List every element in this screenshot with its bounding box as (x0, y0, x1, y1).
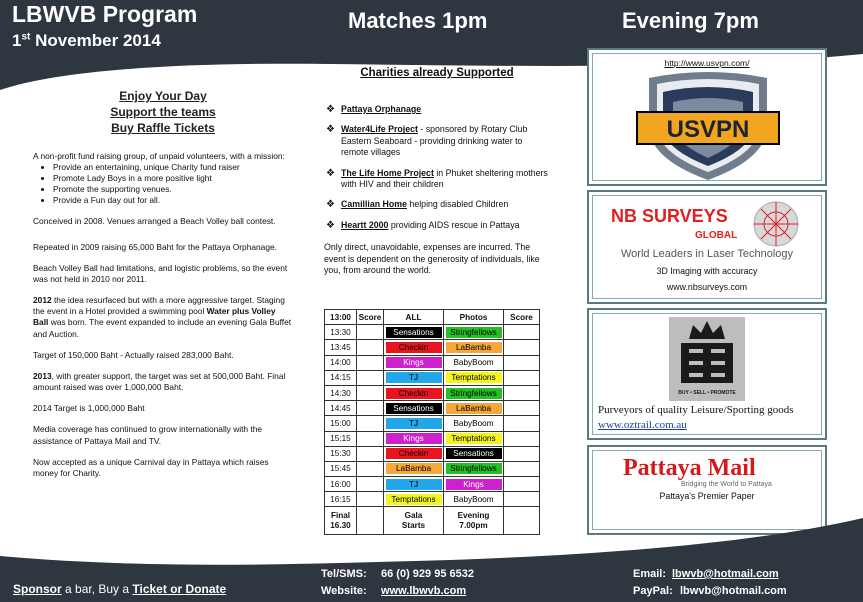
team-all-label: Kings (386, 433, 442, 444)
team-all-label: Checkin (386, 388, 442, 399)
team-all-label: TJ (386, 372, 442, 383)
team-all (384, 401, 444, 416)
team-photos (444, 355, 504, 370)
target-2014: 2014 Target is 1,000,000 Baht (33, 403, 145, 414)
usvpn-link[interactable]: http://www.usvpn.com/ (664, 58, 750, 68)
sponsor-usvpn[interactable] (587, 48, 827, 186)
tagline-3: Buy Raffle Tickets (111, 121, 215, 136)
team-photos (444, 431, 504, 446)
table-row (325, 325, 540, 340)
team-photos (444, 461, 504, 476)
charities-heading: Charities already Supported (360, 67, 514, 79)
team-all-label: TJ (386, 479, 442, 490)
score-cell (504, 355, 540, 370)
pattaya-mail-logo-text: Pattaya Mail (623, 455, 756, 481)
score-cell (504, 340, 540, 355)
score-cell (504, 401, 540, 416)
score-cell (357, 477, 384, 492)
table-row (325, 461, 540, 476)
team-photos (444, 325, 504, 340)
table-row (325, 446, 540, 461)
final-time: Final 16.30 (325, 507, 357, 535)
team-photos-label: Stringfellows (446, 388, 502, 399)
history-2012: 2012 the idea resurfaced but with a more aggressive target. Staging the event in a Hotel provided a swimming pool Water plus Volley Ball was born. The event expanded to include an evening Gala Buffet and Auction. (33, 295, 292, 339)
team-all-label: Sensations (386, 327, 442, 338)
team-all (384, 370, 444, 385)
col-header-photos: Photos (444, 310, 504, 325)
oztrail-link[interactable]: www.oztrail.com.au (598, 419, 687, 431)
usvpn-logo-text: USVPN (666, 116, 750, 143)
paypal-value: lbwvb@hotmail.com (680, 585, 787, 597)
pattaya-mail-logo (623, 453, 803, 489)
diamond-bullet-icon: ❖ (326, 199, 335, 211)
team-photos-label: BabyBoom (446, 494, 502, 505)
score-cell (504, 492, 540, 507)
match-time: 13:30 (325, 325, 357, 340)
team-all (384, 492, 444, 507)
score-cell (504, 325, 540, 340)
table-row (325, 401, 540, 416)
match-schedule-table (324, 309, 540, 535)
footer-call-to-action[interactable]: Sponsor a bar, Buy a Ticket or Donate (13, 582, 227, 596)
charities-column (324, 66, 550, 277)
footer-banner (0, 518, 863, 602)
score-cell (357, 340, 384, 355)
charity-item: ❖ Pattaya Orphanage (326, 103, 422, 115)
score-cell (357, 401, 384, 416)
email-link[interactable]: lbwvb@hotmail.com (672, 568, 779, 580)
team-photos-label: Stringfellows (446, 463, 502, 474)
team-photos-label: Kings (446, 479, 502, 490)
mission-intro: A non-profit fund raising group, of unpaid volunteers, with a mission: (33, 150, 285, 161)
team-photos (444, 385, 504, 400)
team-photos (444, 416, 504, 431)
team-photos (444, 370, 504, 385)
nb-link[interactable]: www.nbsurveys.com (666, 282, 748, 292)
charity-item: ❖ Camillian Home helping disabled Children (326, 199, 509, 211)
about-column (33, 88, 293, 479)
team-all (384, 446, 444, 461)
team-photos-label: LaBamba (446, 403, 502, 414)
charity-item: ❖ The Life Home Project in Phuket sheltering mothers with HIV and their children (326, 167, 548, 190)
team-photos-label: Sensations (446, 448, 502, 459)
email-label: Email: (633, 568, 667, 580)
nb-logo-text: NB SURVEYS (611, 206, 728, 226)
col-header-time: 13:00 (325, 310, 357, 325)
mission-list (53, 162, 293, 207)
team-all (384, 355, 444, 370)
pattaya-mail-logo-sub: Bridging the World to Pattaya (681, 481, 772, 488)
team-photos-label: BabyBoom (446, 418, 502, 429)
match-time: 13:45 (325, 340, 357, 355)
team-photos (444, 446, 504, 461)
score-cell (357, 446, 384, 461)
match-time: 14:30 (325, 385, 357, 400)
team-all-label: Sensations (386, 403, 442, 414)
matches-time: Matches 1pm (348, 8, 488, 33)
final-gala: Gala Starts (384, 507, 444, 535)
sponsor-oztrail[interactable] (587, 308, 827, 440)
mission-item: • Provide an entertaining, unique Charity fund raiser (53, 162, 293, 173)
table-row (325, 340, 540, 355)
score-cell (504, 446, 540, 461)
match-time: 14:00 (325, 355, 357, 370)
team-all (384, 416, 444, 431)
score-cell (504, 370, 540, 385)
charity-item: ❖ Heartt 2000 providing AIDS rescue in Pattaya (326, 219, 520, 231)
table-row (325, 416, 540, 431)
score-cell (357, 385, 384, 400)
table-row (325, 431, 540, 446)
score-cell (504, 477, 540, 492)
team-all (384, 325, 444, 340)
score-cell (357, 325, 384, 340)
score-cell (504, 431, 540, 446)
score-cell (357, 416, 384, 431)
team-photos (444, 340, 504, 355)
evening-time: Evening 7pm (622, 8, 759, 33)
tel-value: 66 (0) 929 95 6532 (381, 568, 474, 580)
mission-item: • Promote Lady Boys in a more positive light (53, 173, 293, 184)
score-cell (504, 461, 540, 476)
team-all (384, 385, 444, 400)
match-time: 14:45 (325, 401, 357, 416)
table-row (325, 477, 540, 492)
team-photos-label: Temptations (446, 433, 502, 444)
score-cell (357, 355, 384, 370)
program-date: 1st November 2014 (12, 31, 161, 50)
team-all-label: TJ (386, 418, 442, 429)
team-all-label: Checkin (386, 448, 442, 459)
final-evening: Evening 7.00pm (444, 507, 504, 535)
pattaya-mail-tagline: Pattaya's Premier Paper (659, 491, 755, 501)
team-photos-label: BabyBoom (446, 357, 502, 368)
team-photos-label: Temptations (446, 372, 502, 383)
nb-logo-sub: GLOBAL (695, 230, 738, 241)
team-all-label: Checkin (386, 342, 442, 353)
history-2010: Beach Volley Ball had limitations, and logistic problems, so the event was not held in 2010 nor 2011. (33, 262, 288, 284)
ee-badge-text: BUY • SELL • PROMOTE (678, 390, 736, 396)
match-time: 14:15 (325, 370, 357, 385)
score-cell (357, 492, 384, 507)
score-cell (357, 431, 384, 446)
score-cell (357, 370, 384, 385)
team-photos-label: Stringfellows (446, 327, 502, 338)
charities-intro: Only direct, unavoidable, expenses are incurred. The event is dependent on the generosity of individuals, like you, from around the world. (324, 242, 540, 276)
diamond-bullet-icon: ❖ (326, 167, 335, 179)
col-header-score: Score (504, 310, 540, 325)
tel-label: Tel/SMS: (321, 568, 367, 580)
website-label: Website: (321, 585, 367, 597)
history-target-150k: Target of 150,000 Baht - Actually raised 283,000 Baht. (33, 349, 234, 360)
nb-tagline: World Leaders in Laser Technology (620, 248, 794, 260)
team-all-label: Kings (386, 357, 442, 368)
paypal-label: PayPal: (633, 585, 673, 597)
nb-imaging: 3D Imaging with accuracy (656, 266, 758, 276)
charity-item: ❖ Water4Life Project - sponsored by Rotary Club Eastern Seaboard - providing drinking water to remote villages (326, 124, 528, 158)
carnival-day: Now accepted as a unique Carnival day in Pattaya which raises money for Charity. (33, 456, 269, 478)
table-row (325, 385, 540, 400)
tagline-1: Enjoy Your Day (119, 89, 207, 103)
schedule-body (325, 325, 540, 507)
team-photos-label: LaBamba (446, 342, 502, 353)
score-cell (357, 461, 384, 476)
usvpn-shield-logo (633, 72, 783, 182)
match-time: 16:15 (325, 492, 357, 507)
col-header-score: Score (357, 310, 384, 325)
score-cell (504, 385, 540, 400)
history-2013: 2013, with greater support, the target was set at 500,000 Baht. Final amount raised was over 1,000,000 Baht. (33, 370, 286, 393)
team-all-label: Temptations (386, 494, 442, 505)
table-row (325, 492, 540, 507)
history-2008: Conceived in 2008. Venues arranged a Beach Volley ball contest. (33, 216, 276, 227)
sponsor-nb-surveys[interactable] (587, 190, 827, 304)
match-time: 15:30 (325, 446, 357, 461)
tagline-2: Support the teams (110, 105, 216, 120)
history-2009: Repeated in 2009 raising 65,000 Baht for the Pattaya Orphanage. (33, 241, 277, 252)
match-time: 15:15 (325, 431, 357, 446)
match-time: 15:45 (325, 461, 357, 476)
team-all-label: LaBamba (386, 463, 442, 474)
team-all (384, 461, 444, 476)
team-photos (444, 401, 504, 416)
score-cell (504, 416, 540, 431)
col-header-all: ALL (384, 310, 444, 325)
mission-item: • Provide a Fun day out for all. (53, 195, 293, 206)
team-all (384, 340, 444, 355)
diamond-bullet-icon: ❖ (326, 103, 335, 115)
table-row (325, 355, 540, 370)
diamond-bullet-icon: ❖ (326, 219, 335, 231)
team-all (384, 431, 444, 446)
match-time: 16:00 (325, 477, 357, 492)
nb-surveys-logo (611, 200, 801, 248)
diamond-bullet-icon: ❖ (326, 124, 335, 136)
table-row (325, 370, 540, 385)
mission-item: • Promote the supporting venues. (53, 184, 293, 195)
team-all (384, 477, 444, 492)
table-header-row (325, 310, 540, 325)
website-link[interactable]: www.lbwvb.com (381, 585, 467, 597)
crown-ee-logo (669, 317, 745, 401)
media-coverage: Media coverage has continued to grow internationally with the assistance of Pattaya Mail and TV. (33, 424, 263, 446)
team-photos (444, 477, 504, 492)
oztrail-description: Purveyors of quality Leisure/Sporting goods (598, 404, 794, 416)
match-time: 15:00 (325, 416, 357, 431)
program-title: LBWVB Program (12, 1, 198, 27)
team-photos (444, 492, 504, 507)
